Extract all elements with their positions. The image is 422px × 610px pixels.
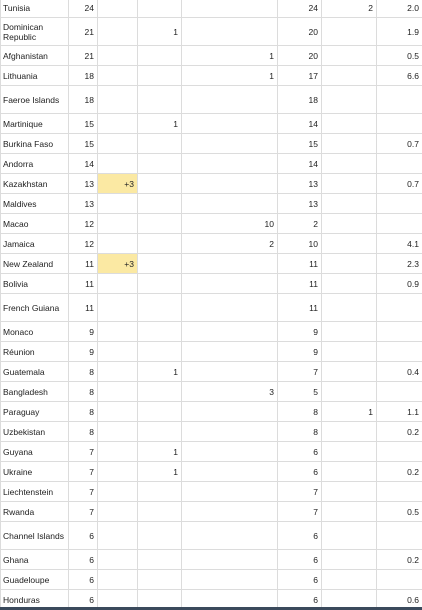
new-deaths-cell — [182, 18, 278, 46]
per-million-cell: 0.5 — [377, 502, 422, 522]
active-cases-cell: 18 — [278, 86, 322, 114]
total-deaths-cell — [138, 0, 182, 18]
table-row — [1, 18, 422, 46]
country-cell: Kazakhstan — [1, 174, 69, 194]
table-row — [1, 462, 422, 482]
new-deaths-cell — [182, 362, 278, 382]
total-deaths-cell — [138, 254, 182, 274]
per-million-cell: 6.6 — [377, 66, 422, 86]
table-row — [1, 322, 422, 342]
per-million-cell: 0.7 — [377, 174, 422, 194]
active-cases-cell: 11 — [278, 254, 322, 274]
new-deaths-cell — [182, 502, 278, 522]
total-cases-cell: 9 — [69, 342, 98, 362]
active-cases-cell: 13 — [278, 194, 322, 214]
new-deaths-cell: 1 — [182, 66, 278, 86]
country-cell: Lithuania — [1, 66, 69, 86]
country-cell: Jamaica — [1, 234, 69, 254]
table-row — [1, 254, 422, 274]
table-row — [1, 382, 422, 402]
serious-cases-cell — [322, 114, 377, 134]
per-million-cell — [377, 342, 422, 362]
serious-cases-cell — [322, 294, 377, 322]
new-deaths-cell — [182, 482, 278, 502]
table-row — [1, 422, 422, 442]
country-cell: Afghanistan — [1, 46, 69, 66]
country-cell: Monaco — [1, 322, 69, 342]
new-cases-cell — [98, 114, 138, 134]
new-cases-cell — [98, 570, 138, 590]
active-cases-cell: 9 — [278, 322, 322, 342]
total-cases-cell: 11 — [69, 294, 98, 322]
country-cell: Paraguay — [1, 402, 69, 422]
active-cases-cell: 17 — [278, 66, 322, 86]
table-row — [1, 114, 422, 134]
country-cell: Réunion — [1, 342, 69, 362]
serious-cases-cell — [322, 482, 377, 502]
active-cases-cell: 8 — [278, 402, 322, 422]
per-million-cell — [377, 522, 422, 550]
new-deaths-cell: 3 — [182, 382, 278, 402]
serious-cases-cell — [322, 234, 377, 254]
serious-cases-cell — [322, 134, 377, 154]
total-deaths-cell — [138, 174, 182, 194]
country-cell: Uzbekistan — [1, 422, 69, 442]
per-million-cell — [377, 482, 422, 502]
per-million-cell: 0.5 — [377, 46, 422, 66]
serious-cases-cell — [322, 382, 377, 402]
total-cases-cell: 6 — [69, 522, 98, 550]
total-cases-cell: 21 — [69, 18, 98, 46]
new-deaths-cell: 10 — [182, 214, 278, 234]
new-deaths-cell — [182, 114, 278, 134]
new-cases-cell — [98, 18, 138, 46]
new-cases-cell — [98, 362, 138, 382]
total-deaths-cell — [138, 382, 182, 402]
per-million-cell: 0.6 — [377, 590, 422, 610]
table-row — [1, 570, 422, 590]
total-deaths-cell — [138, 522, 182, 550]
new-cases-cell — [98, 194, 138, 214]
table-row — [1, 174, 422, 194]
serious-cases-cell — [322, 254, 377, 274]
new-deaths-cell — [182, 522, 278, 550]
serious-cases-cell — [322, 550, 377, 570]
per-million-cell: 1.1 — [377, 402, 422, 422]
total-cases-cell: 11 — [69, 274, 98, 294]
new-cases-cell: +3 — [98, 254, 138, 274]
serious-cases-cell — [322, 86, 377, 114]
active-cases-cell: 7 — [278, 482, 322, 502]
table-row — [1, 154, 422, 174]
serious-cases-cell: 2 — [322, 0, 377, 18]
new-cases-cell — [98, 154, 138, 174]
new-deaths-cell — [182, 422, 278, 442]
table-row — [1, 214, 422, 234]
new-deaths-cell: 1 — [182, 46, 278, 66]
total-cases-cell: 9 — [69, 322, 98, 342]
total-deaths-cell — [138, 294, 182, 322]
total-cases-cell: 8 — [69, 362, 98, 382]
total-cases-cell: 12 — [69, 214, 98, 234]
country-cell: Maldives — [1, 194, 69, 214]
country-cell: Guatemala — [1, 362, 69, 382]
active-cases-cell: 5 — [278, 382, 322, 402]
new-deaths-cell — [182, 442, 278, 462]
table-row — [1, 522, 422, 550]
country-cell: New Zealand — [1, 254, 69, 274]
table-row — [1, 442, 422, 462]
country-cell: Andorra — [1, 154, 69, 174]
per-million-cell — [377, 322, 422, 342]
new-cases-cell: +3 — [98, 174, 138, 194]
active-cases-cell: 7 — [278, 362, 322, 382]
total-deaths-cell: 1 — [138, 18, 182, 46]
per-million-cell — [377, 86, 422, 114]
per-million-cell: 2.0 — [377, 0, 422, 18]
per-million-cell — [377, 154, 422, 174]
total-deaths-cell — [138, 550, 182, 570]
new-deaths-cell — [182, 254, 278, 274]
active-cases-cell: 13 — [278, 174, 322, 194]
per-million-cell: 0.2 — [377, 422, 422, 442]
serious-cases-cell — [322, 322, 377, 342]
table-row — [1, 134, 422, 154]
total-cases-cell: 15 — [69, 114, 98, 134]
active-cases-cell: 6 — [278, 550, 322, 570]
table-row — [1, 402, 422, 422]
per-million-cell — [377, 570, 422, 590]
serious-cases-cell — [322, 342, 377, 362]
total-deaths-cell — [138, 482, 182, 502]
total-cases-cell: 18 — [69, 66, 98, 86]
new-deaths-cell — [182, 86, 278, 114]
new-cases-cell — [98, 502, 138, 522]
country-cell: Ukraine — [1, 462, 69, 482]
total-cases-cell: 21 — [69, 46, 98, 66]
country-cell: Macao — [1, 214, 69, 234]
new-deaths-cell — [182, 194, 278, 214]
country-cell: Faeroe Islands — [1, 86, 69, 114]
active-cases-cell: 2 — [278, 214, 322, 234]
serious-cases-cell — [322, 174, 377, 194]
active-cases-cell: 20 — [278, 18, 322, 46]
country-cell: Liechtenstein — [1, 482, 69, 502]
total-deaths-cell — [138, 154, 182, 174]
table-row — [1, 0, 422, 18]
total-cases-cell: 13 — [69, 194, 98, 214]
new-deaths-cell — [182, 274, 278, 294]
new-cases-cell — [98, 462, 138, 482]
new-cases-cell — [98, 522, 138, 550]
total-cases-cell: 6 — [69, 570, 98, 590]
serious-cases-cell — [322, 442, 377, 462]
per-million-cell: 4.1 — [377, 234, 422, 254]
country-cell: French Guiana — [1, 294, 69, 322]
active-cases-cell: 6 — [278, 442, 322, 462]
total-deaths-cell — [138, 214, 182, 234]
table-row — [1, 294, 422, 322]
new-deaths-cell — [182, 174, 278, 194]
serious-cases-cell — [322, 362, 377, 382]
active-cases-cell: 6 — [278, 522, 322, 550]
serious-cases-cell — [322, 570, 377, 590]
total-deaths-cell — [138, 422, 182, 442]
total-deaths-cell: 1 — [138, 362, 182, 382]
total-cases-cell: 6 — [69, 590, 98, 610]
per-million-cell — [377, 114, 422, 134]
table-row — [1, 362, 422, 382]
total-cases-cell: 7 — [69, 442, 98, 462]
total-cases-cell: 7 — [69, 482, 98, 502]
serious-cases-cell — [322, 194, 377, 214]
serious-cases-cell — [322, 18, 377, 46]
serious-cases-cell — [322, 522, 377, 550]
country-cell: Bolivia — [1, 274, 69, 294]
country-cell: Tunisia — [1, 0, 69, 18]
new-cases-cell — [98, 274, 138, 294]
total-cases-cell: 7 — [69, 502, 98, 522]
new-cases-cell — [98, 382, 138, 402]
total-cases-cell: 18 — [69, 86, 98, 114]
per-million-cell — [377, 382, 422, 402]
active-cases-cell: 11 — [278, 274, 322, 294]
new-deaths-cell: 2 — [182, 234, 278, 254]
active-cases-cell: 6 — [278, 590, 322, 610]
table-row — [1, 482, 422, 502]
new-deaths-cell — [182, 570, 278, 590]
table-row — [1, 234, 422, 254]
per-million-cell — [377, 194, 422, 214]
total-cases-cell: 13 — [69, 174, 98, 194]
total-cases-cell: 8 — [69, 382, 98, 402]
per-million-cell — [377, 442, 422, 462]
total-deaths-cell — [138, 194, 182, 214]
total-deaths-cell — [138, 234, 182, 254]
total-deaths-cell: 1 — [138, 442, 182, 462]
total-deaths-cell — [138, 46, 182, 66]
per-million-cell: 0.2 — [377, 550, 422, 570]
new-deaths-cell — [182, 154, 278, 174]
total-deaths-cell — [138, 274, 182, 294]
country-cell: Burkina Faso — [1, 134, 69, 154]
active-cases-cell: 6 — [278, 462, 322, 482]
active-cases-cell: 10 — [278, 234, 322, 254]
country-cell: Honduras — [1, 590, 69, 610]
active-cases-cell: 20 — [278, 46, 322, 66]
new-cases-cell — [98, 402, 138, 422]
total-cases-cell: 6 — [69, 550, 98, 570]
country-cell: Channel Islands — [1, 522, 69, 550]
table-row — [1, 342, 422, 362]
table-row — [1, 550, 422, 570]
new-cases-cell — [98, 442, 138, 462]
new-deaths-cell — [182, 342, 278, 362]
total-deaths-cell: 1 — [138, 114, 182, 134]
table-row — [1, 502, 422, 522]
total-deaths-cell — [138, 134, 182, 154]
active-cases-cell: 9 — [278, 342, 322, 362]
new-deaths-cell — [182, 294, 278, 322]
table-row — [1, 86, 422, 114]
per-million-cell — [377, 294, 422, 322]
active-cases-cell: 15 — [278, 134, 322, 154]
active-cases-cell: 14 — [278, 154, 322, 174]
per-million-cell — [377, 214, 422, 234]
serious-cases-cell — [322, 502, 377, 522]
new-cases-cell — [98, 322, 138, 342]
new-deaths-cell — [182, 134, 278, 154]
new-cases-cell — [98, 342, 138, 362]
total-deaths-cell — [138, 322, 182, 342]
table-row — [1, 194, 422, 214]
new-cases-cell — [98, 86, 138, 114]
table-body — [1, 0, 422, 610]
new-cases-cell — [98, 422, 138, 442]
country-cell: Guadeloupe — [1, 570, 69, 590]
new-deaths-cell — [182, 402, 278, 422]
serious-cases-cell — [322, 462, 377, 482]
per-million-cell: 0.2 — [377, 462, 422, 482]
per-million-cell: 0.7 — [377, 134, 422, 154]
new-cases-cell — [98, 214, 138, 234]
active-cases-cell: 8 — [278, 422, 322, 442]
new-deaths-cell — [182, 462, 278, 482]
total-cases-cell: 8 — [69, 402, 98, 422]
serious-cases-cell — [322, 154, 377, 174]
total-deaths-cell: 1 — [138, 462, 182, 482]
active-cases-cell: 6 — [278, 570, 322, 590]
new-cases-cell — [98, 482, 138, 502]
total-cases-cell: 7 — [69, 462, 98, 482]
total-deaths-cell — [138, 570, 182, 590]
total-deaths-cell — [138, 342, 182, 362]
new-deaths-cell — [182, 550, 278, 570]
new-cases-cell — [98, 0, 138, 18]
serious-cases-cell — [322, 214, 377, 234]
new-cases-cell — [98, 294, 138, 322]
per-million-cell: 2.3 — [377, 254, 422, 274]
total-cases-cell: 8 — [69, 422, 98, 442]
total-cases-cell: 12 — [69, 234, 98, 254]
active-cases-cell: 11 — [278, 294, 322, 322]
country-cell: Ghana — [1, 550, 69, 570]
total-cases-cell: 15 — [69, 134, 98, 154]
total-cases-cell: 14 — [69, 154, 98, 174]
per-million-cell: 0.9 — [377, 274, 422, 294]
country-cell: Guyana — [1, 442, 69, 462]
country-cell: Bangladesh — [1, 382, 69, 402]
total-deaths-cell — [138, 502, 182, 522]
new-cases-cell — [98, 46, 138, 66]
per-million-cell: 1.9 — [377, 18, 422, 46]
table-row — [1, 46, 422, 66]
new-cases-cell — [98, 134, 138, 154]
serious-cases-cell — [322, 422, 377, 442]
table-row — [1, 66, 422, 86]
country-cell: Dominican Republic — [1, 18, 69, 46]
country-cell: Martinique — [1, 114, 69, 134]
total-cases-cell: 24 — [69, 0, 98, 18]
total-deaths-cell — [138, 66, 182, 86]
total-cases-cell: 11 — [69, 254, 98, 274]
table-row — [1, 274, 422, 294]
new-cases-cell — [98, 66, 138, 86]
country-cell: Rwanda — [1, 502, 69, 522]
serious-cases-cell — [322, 66, 377, 86]
new-cases-cell — [98, 234, 138, 254]
new-deaths-cell — [182, 322, 278, 342]
per-million-cell: 0.4 — [377, 362, 422, 382]
new-deaths-cell — [182, 0, 278, 18]
active-cases-cell: 14 — [278, 114, 322, 134]
serious-cases-cell — [322, 274, 377, 294]
serious-cases-cell: 1 — [322, 402, 377, 422]
active-cases-cell: 7 — [278, 502, 322, 522]
serious-cases-cell — [322, 46, 377, 66]
total-deaths-cell — [138, 402, 182, 422]
total-deaths-cell — [138, 86, 182, 114]
active-cases-cell: 24 — [278, 0, 322, 18]
new-cases-cell — [98, 550, 138, 570]
